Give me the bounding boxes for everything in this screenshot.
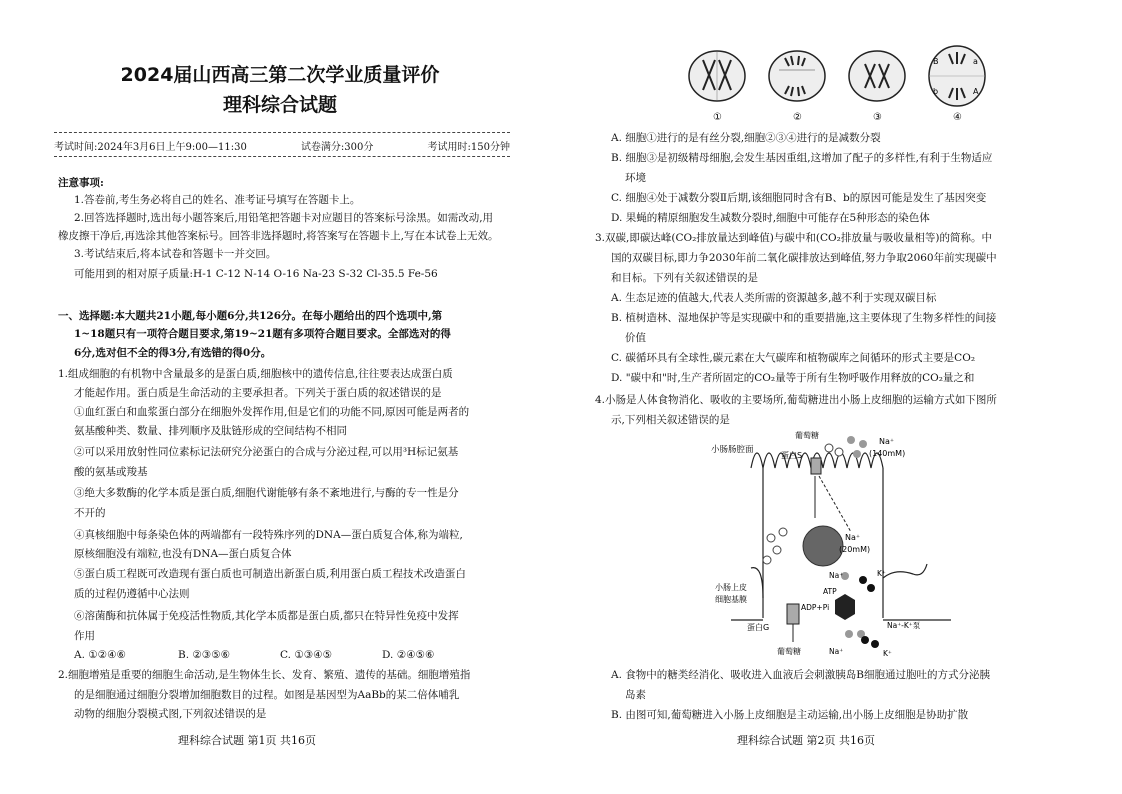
intestinal-transport-diagram: [711, 428, 991, 660]
q1-option-a: A. ①②④⑥: [74, 649, 126, 661]
nucleus: [803, 526, 843, 566]
full-score: 试卷满分:300分: [300, 142, 374, 153]
label-na-top-conc: (140mM): [869, 449, 906, 458]
cell-label: ④: [953, 112, 962, 123]
gene-label: a: [973, 57, 978, 66]
q1-stem: 才能起作用。蛋白质是生命活动的主要承担者。下列关于蛋白质的叙述错误的是: [74, 387, 442, 399]
divider-bottom: [54, 156, 510, 157]
label-na-k-k: K⁺: [877, 569, 886, 578]
q3-stem: 3.双碳,即碳达峰(CO₂排放量达到峰值)与碳中和(CO₂排放量与吸收量相等)的简称。中: [595, 232, 992, 244]
protein-g-icon: [787, 604, 799, 624]
atomic-masses: 可能用到的相对原子质量:H-1 C-12 N-14 O-16 Na-23 S-32 Cl-35.5 Fe-56: [74, 268, 438, 280]
protein-s-icon: [811, 458, 821, 474]
q1-item: ①血红蛋白和血浆蛋白部分在细胞外发挥作用,但是它们的功能不同,原因可能是两者的: [74, 406, 470, 418]
label-atp: ATP: [823, 587, 837, 596]
exam-info-bar: [54, 138, 510, 153]
cell-1-diagram: [689, 51, 745, 101]
q4-option-a: A. 食物中的糖类经消化、吸收进入血液后会刺激胰岛B细胞通过胞吐的方式分泌胰: [611, 669, 990, 681]
q1-item: ④真核细胞中每条染色体的两端都有一段特殊序列的DNA—蛋白质复合体,称为端粒,: [74, 529, 463, 541]
section-line: 6分,选对但不全的得3分,有选错的得0分。: [74, 347, 272, 359]
q1-item: ⑤蛋白质工程既可改造现有蛋白质也可制造出新蛋白质,利用蛋白质工程技术改造蛋白: [74, 568, 466, 580]
q1-option-b: B. ②③⑤⑥: [178, 649, 231, 661]
section-line: 1~18题只有一项符合题目要求,第19~21题有多项符合题目要求。全部选对的得: [74, 328, 451, 340]
q1-item: 氨基酸种类、数量、排列顺序及肽链形成的空间结构不相同: [74, 425, 347, 437]
label-protein-s: 蛋白S: [781, 451, 803, 460]
exam-title: 2024届山西高三第二次学业质量评价: [120, 64, 440, 86]
q4-option-b: B. 由图可知,葡萄糖进入小肠上皮细胞是主动运输,出小肠上皮细胞是协助扩散: [611, 709, 969, 721]
q3-stem: 国的双碳目标,即力争2030年前二氧化碳排放达到峰值,努力争取2060年前实现碳中: [611, 252, 997, 264]
page-2: [561, 0, 1122, 794]
q4-option-a-cont: 岛素: [625, 689, 646, 701]
cell-3-diagram: [849, 51, 905, 101]
notice-line: 2.回答选择题时,选出每小题答案后,用铅笔把答题卡对应题目的答案标号涂黑。如需改动,用: [74, 212, 494, 224]
q1-option-c: C. ①③④⑤: [280, 649, 332, 661]
q4-stem: 4.小肠是人体食物消化、吸收的主要场所,葡萄糖进出小肠上皮细胞的运输方式如下图所: [595, 394, 997, 406]
q1-item: 作用: [74, 630, 95, 642]
q3-option-a: A. 生态足迹的值越大,代表人类所需的资源越多,越不利于实现双碳目标: [611, 292, 937, 304]
exam-subtitle: 理科综合试题: [222, 94, 337, 116]
q3-option-d: D. "碳中和"时,生产者所固定的CO₂量等于所有生物呼吸作用释放的CO₂量之和: [611, 372, 975, 384]
label-na-mid: Na⁺: [845, 533, 861, 542]
gene-label: b: [933, 87, 939, 96]
q1-item: 不开的: [74, 507, 106, 519]
label-na-mid-conc: (20mM): [839, 545, 871, 554]
q1-item: 酸的氨基或羧基: [74, 466, 148, 478]
q3-option-c: C. 碳循环具有全球性,碳元素在大气碳库和植物碳库之间循环的形式主要是CO₂: [611, 352, 976, 364]
na-k-pump-icon: [835, 594, 855, 620]
q3-option-b-cont: 价值: [625, 332, 646, 344]
section-heading: 一、选择题:本大题共21小题,每小题6分,共126分。在每小题给出的四个选项中,第: [58, 310, 443, 322]
label-pump: Na⁺-K⁺泵: [887, 621, 921, 630]
label-k-bottom: K⁺: [883, 649, 892, 658]
exam-time: 考试时间:2024年3月6日上午9:00—11:30: [54, 142, 247, 153]
label-glucose-bottom: 葡萄糖: [777, 647, 801, 656]
page-footer: 理科综合试题 第1页 共16页: [178, 734, 316, 747]
cell-4-diagram: [929, 46, 985, 106]
label-adp: ADP+Pi: [801, 603, 830, 612]
label-na-top: Na⁺: [879, 437, 895, 446]
q2-stem: 动物的细胞分裂模式图,下列叙述错误的是: [74, 708, 267, 720]
q2-option-b-cont: 环境: [625, 172, 646, 184]
page-footer: 理科综合试题 第2页 共16页: [737, 734, 875, 747]
q3-option-b: B. 植树造林、湿地保护等是实现碳中和的重要措施,这主要体现了生物多样性的间接: [611, 312, 997, 324]
label-na-k-na: Na⁺: [829, 571, 844, 580]
notice-line: 3.考试结束后,将本试卷和答题卡一并交回。: [74, 248, 277, 260]
q2-stem: 的是细胞通过细胞分裂增加细胞数目的过程。如图是基因型为AaBb的某二倍体哺乳: [74, 689, 460, 701]
label-basal-2: 细胞基膜: [715, 595, 747, 604]
label-na-bottom: Na⁺: [829, 647, 844, 656]
label-basal-1: 小肠上皮: [715, 583, 747, 592]
label-glucose-top: 葡萄糖: [795, 431, 819, 440]
notice-line: 1.答卷前,考生务必将自己的姓名、准考证号填写在答题卡上。: [74, 194, 361, 206]
q1-item: 原核细胞没有端粒,也没有DNA—蛋白质复合体: [74, 548, 292, 560]
q2-option-a: A. 细胞①进行的是有丝分裂,细胞②③④进行的是减数分裂: [611, 132, 881, 144]
q1-item: ②可以采用放射性同位素标记法研究分泌蛋白的合成与分泌过程,可以用³H标记氨基: [74, 446, 459, 458]
cell-division-figure: [681, 42, 1001, 126]
duration: 考试用时:150分钟: [427, 142, 510, 153]
q2-option-c: C. 细胞④处于减数分裂Ⅱ后期,该细胞同时含有B、b的原因可能是发生了基因突变: [611, 192, 987, 204]
q3-stem: 和目标。下列有关叙述错误的是: [611, 272, 758, 284]
q1-item: 质的过程仍遵循中心法则: [74, 588, 190, 600]
cell-label: ③: [873, 112, 882, 123]
gene-label: A: [973, 87, 979, 96]
q2-option-d: D. 果蝇的精原细胞发生减数分裂时,细胞中可能存在5种形态的染色体: [611, 212, 930, 224]
q2-stem: 2.细胞增殖是重要的细胞生命活动,是生物体生长、发育、繁殖、遗传的基础。细胞增殖指: [58, 669, 471, 681]
q1-option-d: D. ②④⑤⑥: [382, 649, 435, 661]
q4-stem: 示,下列相关叙述错误的是: [611, 414, 730, 426]
gene-label: B: [933, 57, 939, 66]
cell-label: ①: [713, 112, 722, 123]
cell-2-diagram: [769, 51, 825, 101]
divider-top: [54, 132, 510, 133]
label-protein-g: 蛋白G: [747, 623, 770, 632]
notice-line: 橡皮擦干净后,再选涂其他答案标号。回答非选择题时,将答案写在答题卡上,写在本试卷上无效。: [58, 230, 499, 242]
label-lumen: 小肠肠腔面: [711, 445, 754, 455]
notice-heading: 注意事项:: [58, 177, 104, 189]
q1-item: ⑥溶菌酶和抗体属于免疫活性物质,其化学本质都是蛋白质,都只在特异性免疫中发挥: [74, 610, 459, 622]
q1-stem: 1.组成细胞的有机物中含量最多的是蛋白质,细胞核中的遗传信息,往往要表达成蛋白质: [58, 368, 453, 380]
q1-item: ③绝大多数酶的化学本质是蛋白质,细胞代谢能够有条不紊地进行,与酶的专一性是分: [74, 487, 459, 499]
q2-option-b: B. 细胞③是初级精母细胞,会发生基因重组,这增加了配子的多样性,有利于生物适应: [611, 152, 993, 164]
cell-label: ②: [793, 112, 802, 123]
